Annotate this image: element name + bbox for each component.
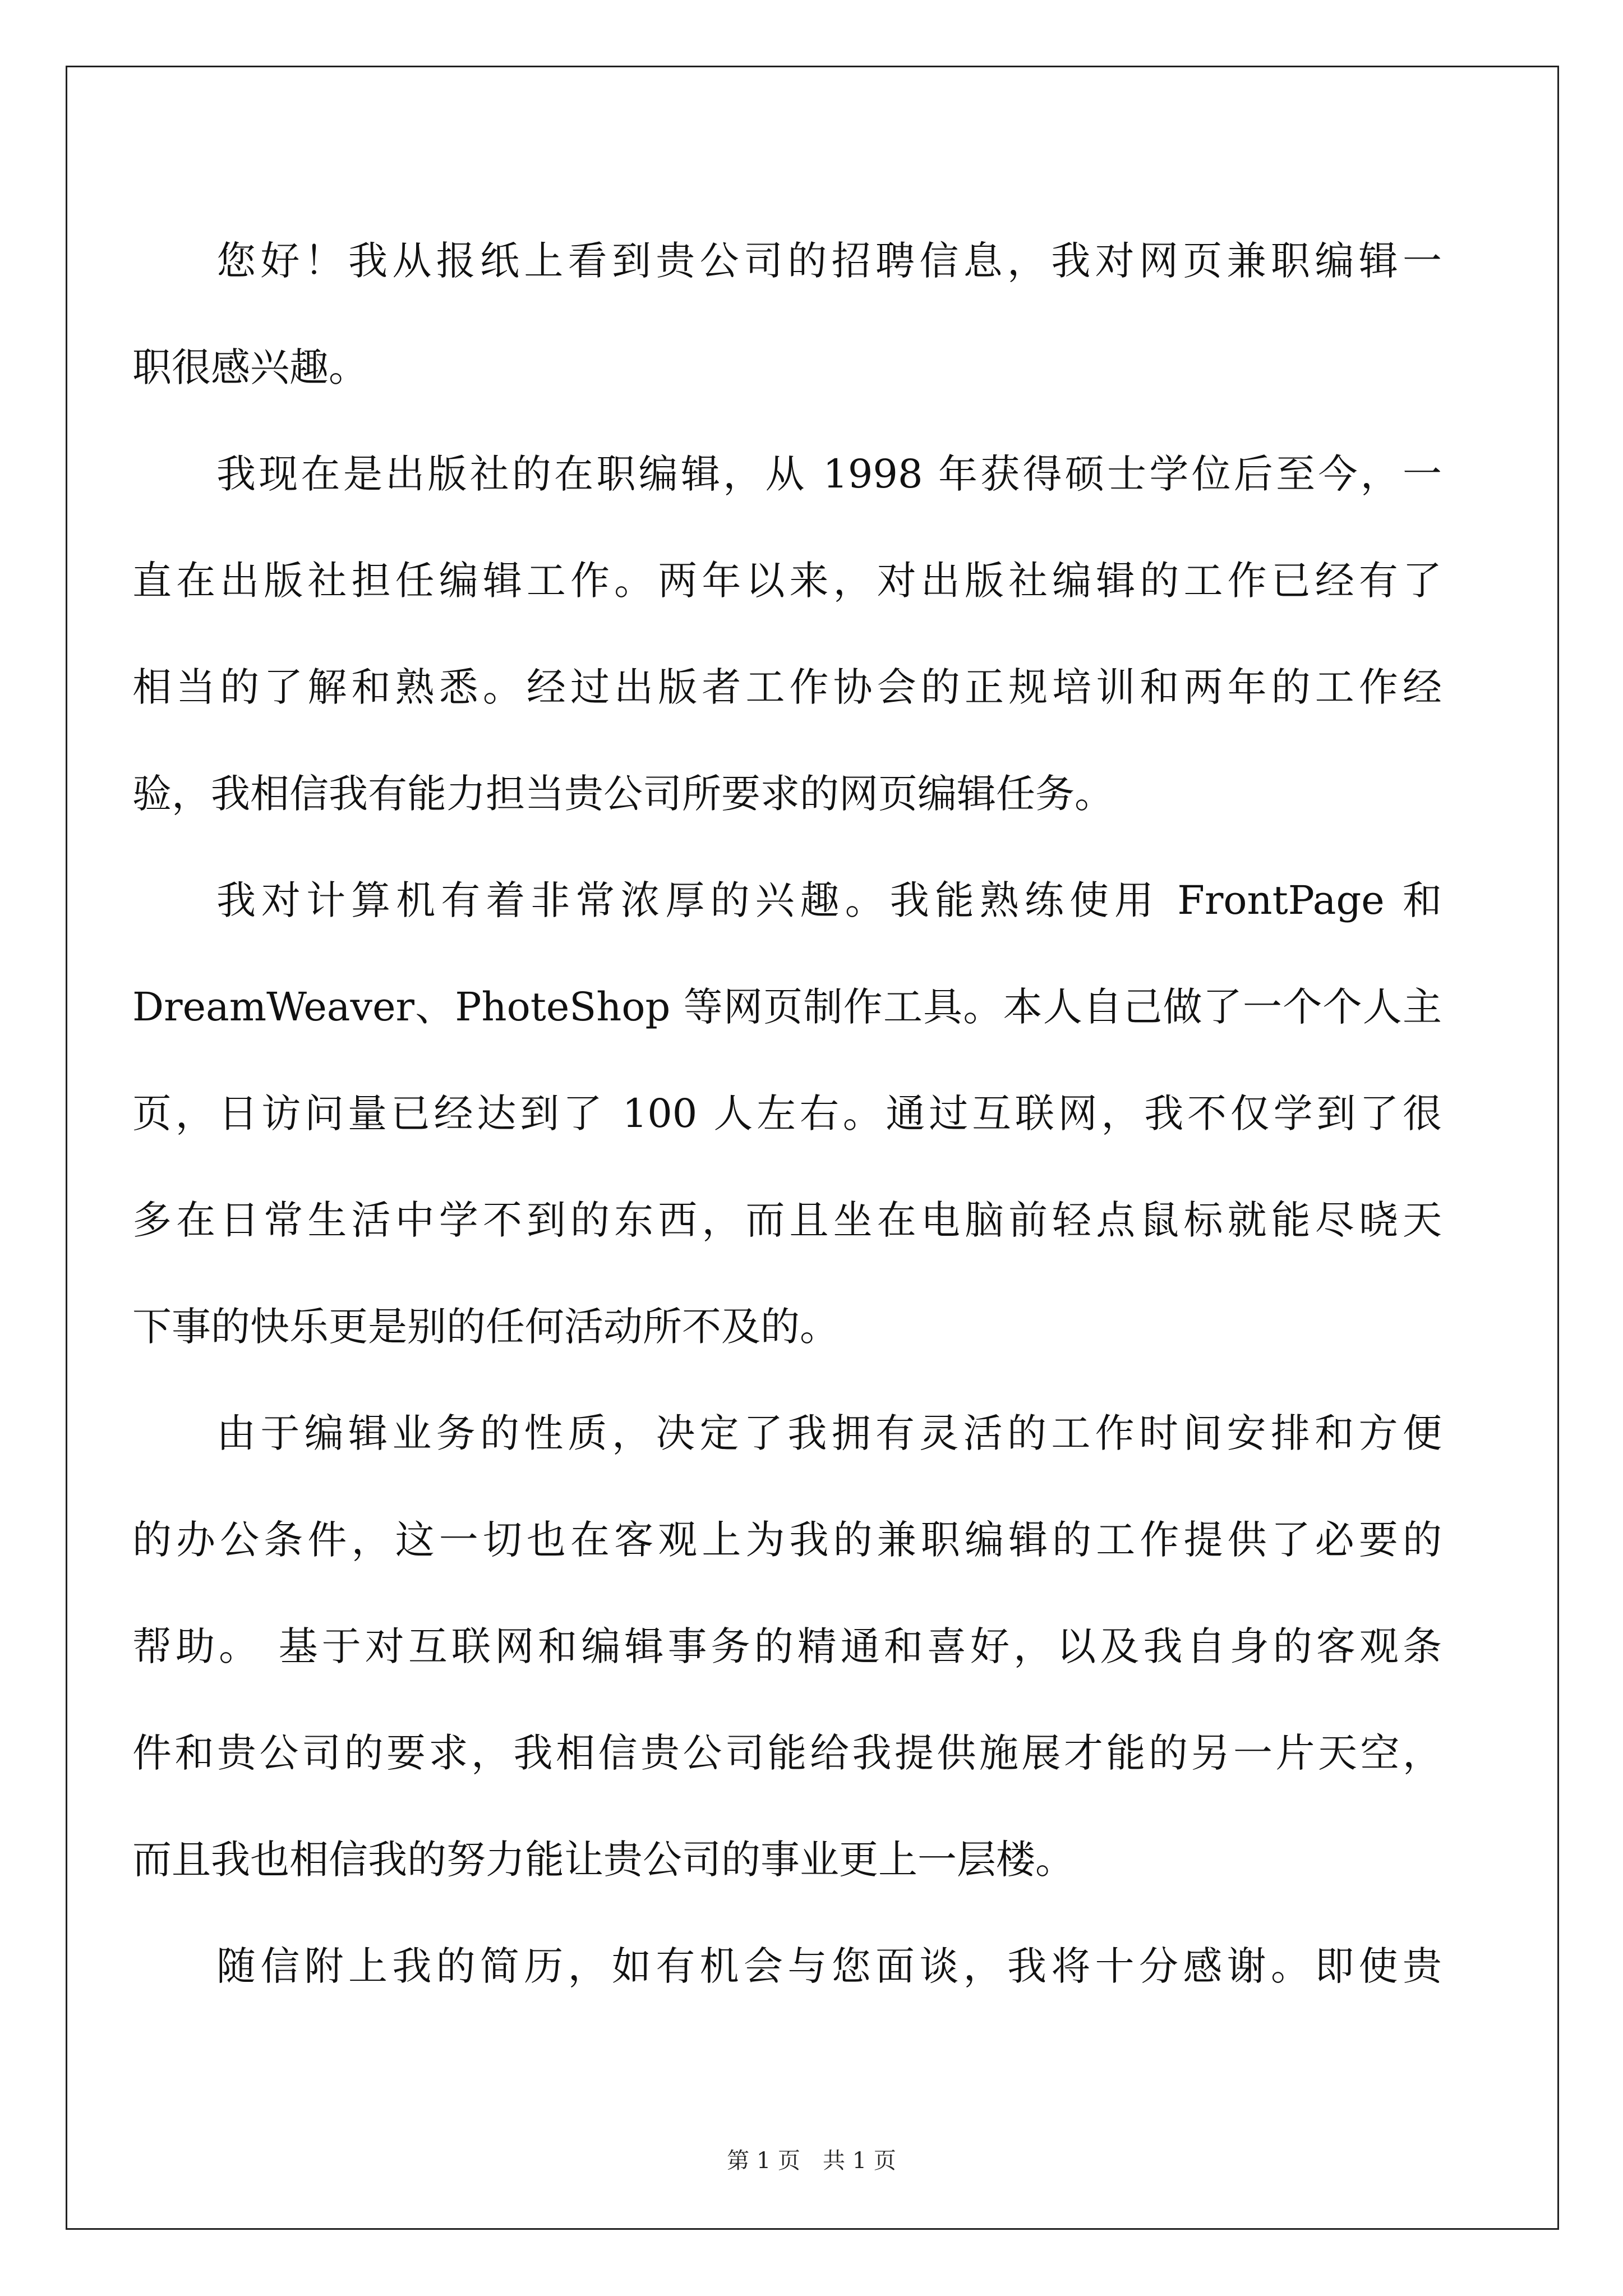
text-line: 验，我相信我有能力担当贵公司所要求的网页编辑任务。: [132, 771, 1114, 817]
text-line: 您好！我从报纸上看到贵公司的招聘信息，我对网页兼职编辑一: [216, 238, 1442, 284]
page-number: 第 1 页: [727, 2148, 800, 2174]
text-line: 下事的快乐更是别的任何活动所不及的。: [132, 1304, 839, 1350]
text-line: 多在日常生活中学不到的东西，而且坐在电脑前轻点鼠标就能尽晓天: [132, 1197, 1442, 1243]
text-line: 直在出版社担任编辑工作。两年以来，对出版社编辑的工作已经有了: [132, 558, 1442, 604]
text-line: 页，日访问量已经达到了 100 人左右。通过互联网，我不仅学到了很: [132, 1091, 1442, 1137]
text-line: 而且我也相信我的努力能让贵公司的事业更上一层楼。: [132, 1837, 1075, 1883]
text-line: 我对计算机有着非常浓厚的兴趣。我能熟练使用 FrontPage 和: [216, 877, 1442, 923]
page-footer: [0, 2144, 1623, 2178]
letter-body: [132, 208, 1442, 2019]
text-line: 随信附上我的简历，如有机会与您面谈，我将十分感谢。即使贵: [216, 1943, 1442, 1989]
page-count: 共 1 页: [823, 2148, 896, 2174]
text-line: 件和贵公司的要求，我相信贵公司能给我提供施展才能的另一片天空，: [132, 1730, 1442, 1776]
text-line: 由于编辑业务的性质，决定了我拥有灵活的工作时间安排和方便: [216, 1410, 1442, 1456]
text-line: 的办公条件，这一切也在客观上为我的兼职编辑的工作提供了必要的: [132, 1517, 1442, 1563]
text-line: DreamWeaver、PhoteShop 等网页制作工具。本人自己做了一个个人主: [132, 984, 1442, 1030]
text-line: 职很感兴趣。: [132, 344, 368, 390]
text-line: 相当的了解和熟悉。经过出版者工作协会的正规培训和两年的工作经: [132, 664, 1442, 710]
text-line: 我现在是出版社的在职编辑，从 1998 年获得硕士学位后至今，一: [216, 451, 1442, 497]
text-line: 帮助。 基于对互联网和编辑事务的精通和喜好，以及我自身的客观条: [132, 1623, 1442, 1669]
